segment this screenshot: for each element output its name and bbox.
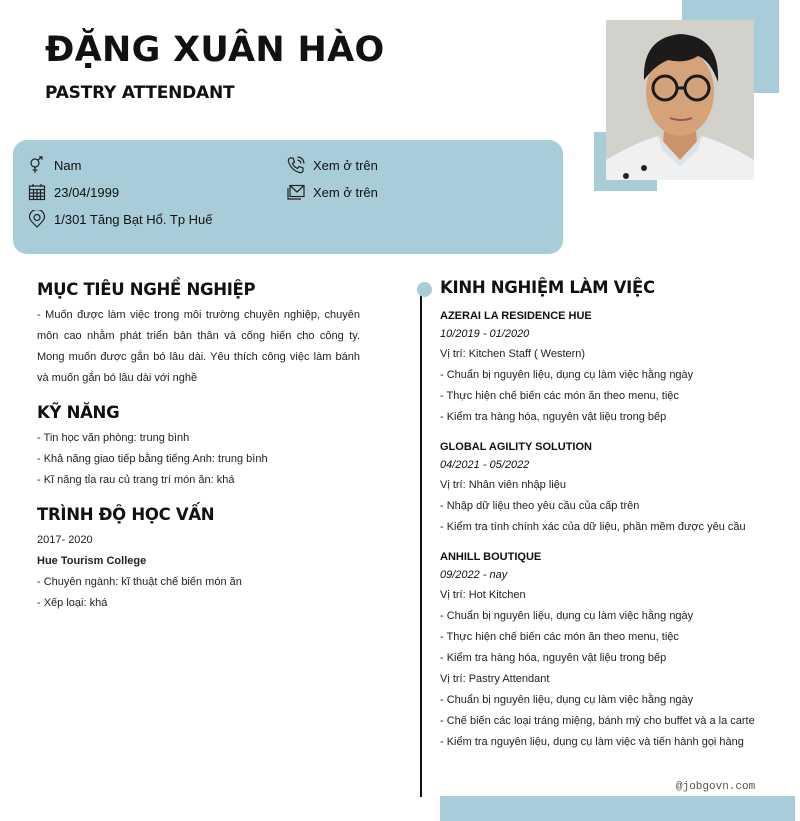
education-item: - Chuyên ngành: kĩ thuật chế biến món ăn [37, 576, 242, 588]
job-company: GLOBAL AGILITY SOLUTION [440, 441, 592, 453]
job-line: - Thực hiện chế biến các món ăn theo menu, tiệc [440, 390, 679, 402]
dob-field [28, 183, 119, 201]
job-entry [440, 548, 780, 753]
gender-icon [28, 156, 46, 174]
skills-heading: KỸ NĂNG [37, 403, 120, 422]
decorative-bottom-bar [440, 796, 795, 821]
email-value: Xem ở trên [313, 184, 378, 200]
email-field [287, 183, 378, 201]
objective-heading: MỤC TIÊU NGHỀ NGHIỆP [37, 280, 256, 299]
dob-value: 23/04/1999 [54, 184, 120, 200]
profile-photo [606, 20, 754, 180]
job-line: - Thực hiện chế biến các món ăn theo menu, tiệc [440, 631, 679, 643]
job-period: 04/2021 - 05/2022 [440, 459, 530, 471]
job-line: - Kiểm tra tính chính xác của dữ liệu, phần mềm được yêu cầu [440, 521, 746, 533]
address-field [28, 210, 213, 228]
education-period: 2017- 2020 [37, 534, 93, 546]
experience-heading: KINH NGHIỆM LÀM VIỆC [440, 278, 655, 297]
timeline-line [420, 292, 422, 797]
skill-item: - Kĩ năng tỉa rau củ trang trí món ăn: khá [37, 474, 235, 486]
candidate-name: ĐẶNG XUÂN HÀO [45, 30, 385, 70]
job-line: Vị trí: Pastry Attendant [440, 673, 550, 685]
objective-section [37, 280, 360, 389]
job-company: AZERAI LA RESIDENCE HUE [440, 310, 592, 322]
job-line: - Kiểm tra nguyên liệu, dụng cụ làm việc và tiến hành gọi hàng [440, 736, 744, 748]
job-entry [440, 438, 780, 538]
gender-field [28, 156, 81, 174]
job-period: 10/2019 - 01/2020 [440, 328, 530, 340]
skill-item: - Khả năng giao tiếp bằng tiếng Anh: trung bình [37, 453, 268, 465]
job-line: Vị trí: Hot Kitchen [440, 589, 526, 601]
watermark: @jobgovn.com [676, 781, 756, 793]
job-line: - Kiểm tra hàng hóa, nguyên vật liệu trong bếp [440, 652, 667, 664]
job-line: - Chế biến các loại tráng miệng, bánh mỳ cho buffet và a la carte [440, 715, 755, 727]
job-line: Vị trí: Kitchen Staff ( Western) [440, 348, 586, 360]
phone-icon [287, 156, 305, 174]
job-line: - Chuẩn bị nguyên liệu, dụng cụ làm việc hằng ngày [440, 694, 694, 706]
job-line: - Chuẩn bị nguyên liệu, dụng cụ làm việc hằng ngày [440, 610, 694, 622]
address-value: 1/301 Tăng Bạt Hổ. Tp Huế [54, 211, 213, 227]
skills-section [37, 403, 360, 491]
job-line: - Nhập dữ liệu theo yêu cầu của cấp trên [440, 500, 640, 512]
job-line: - Chuẩn bị nguyên liệu, dụng cụ làm việc hằng ngày [440, 369, 694, 381]
job-period: 09/2022 - nay [440, 569, 508, 581]
education-item: - Xếp loại: khá [37, 597, 108, 609]
job-entry [440, 307, 780, 428]
job-company: ANHILL BOUTIQUE [440, 551, 542, 563]
gender-value: Nam [54, 157, 82, 173]
experience-section [440, 278, 780, 763]
job-line: - Kiểm tra hàng hóa, nguyên vật liệu trong bếp [440, 411, 667, 423]
location-pin-icon [28, 210, 46, 228]
calendar-icon [28, 183, 46, 201]
phone-value: Xem ở trên [313, 157, 378, 173]
timeline-dot [417, 282, 432, 297]
objective-text: - Muốn được làm việc trong môi trường chuyên nghiệp, chuyên môn cao nhằm phát triển bản thân và cống hiến cho công ty. Mong muốn được gắn bó lâu dài. Yêu thích công việc làm bánh và muốn gắn bó lâu dài với nghề [37, 309, 360, 384]
mail-icon [287, 183, 305, 201]
skill-item: - Tin học văn phòng: trung bình [37, 432, 190, 444]
education-section [37, 505, 360, 614]
education-heading: TRÌNH ĐỘ HỌC VẤN [37, 505, 215, 524]
education-school: Hue Tourism College [37, 555, 147, 567]
left-column [37, 280, 360, 628]
phone-field [287, 156, 378, 174]
job-title: PASTRY ATTENDANT [45, 83, 235, 103]
job-line: Vị trí: Nhân viên nhập liệu [440, 479, 566, 491]
